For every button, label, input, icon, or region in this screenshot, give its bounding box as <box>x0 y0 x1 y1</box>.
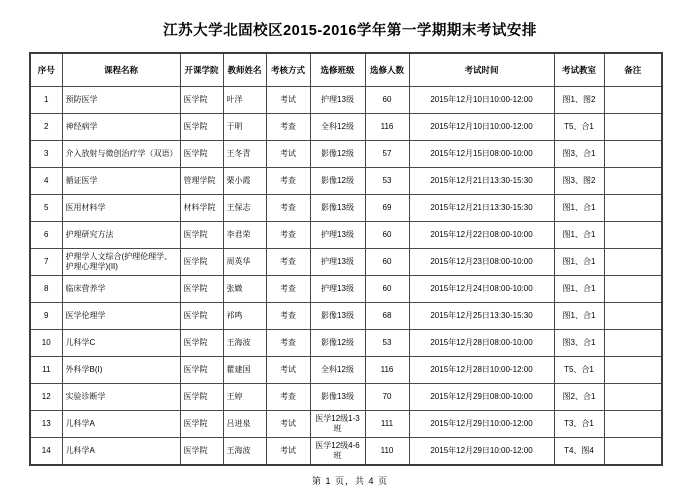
cell-enrollment: 116 <box>365 114 409 141</box>
cell-index: 5 <box>30 195 62 222</box>
cell-college: 医学院 <box>180 141 223 168</box>
cell-course-name: 外科学B(I) <box>62 357 180 384</box>
cell-college: 医学院 <box>180 384 223 411</box>
cell-teacher: 王婷 <box>223 384 266 411</box>
cell-remark <box>604 357 662 384</box>
header-cell-course-name: 课程名称 <box>62 53 180 87</box>
cell-room: T3、合1 <box>554 411 604 438</box>
table-row <box>30 438 662 465</box>
cell-college: 管理学院 <box>180 168 223 195</box>
cell-remark <box>604 249 662 276</box>
cell-room: 图3、图2 <box>554 168 604 195</box>
cell-room: 图1、合1 <box>554 276 604 303</box>
cell-teacher: 张媺 <box>223 276 266 303</box>
cell-teacher: 王冬青 <box>223 141 266 168</box>
cell-enrollment: 53 <box>365 168 409 195</box>
cell-exam-time: 2015年12月10日10:00-12:00 <box>409 87 554 114</box>
cell-college: 医学院 <box>180 87 223 114</box>
cell-room: T4、图4 <box>554 438 604 465</box>
cell-course-name: 儿科学A <box>62 411 180 438</box>
cell-remark <box>604 141 662 168</box>
cell-class: 影像13级 <box>310 195 365 222</box>
cell-room: 图3、合1 <box>554 141 604 168</box>
header-cell-enrollment: 选修人数 <box>365 53 409 87</box>
cell-class: 护理13级 <box>310 276 365 303</box>
cell-course-name: 儿科学C <box>62 330 180 357</box>
cell-assessment: 考试 <box>266 141 310 168</box>
cell-index: 14 <box>30 438 62 465</box>
cell-index: 12 <box>30 384 62 411</box>
cell-class: 医学12级4-6班 <box>310 438 365 465</box>
cell-room: T5、合1 <box>554 114 604 141</box>
cell-class: 影像13级 <box>310 303 365 330</box>
cell-teacher: 王保志 <box>223 195 266 222</box>
cell-remark <box>604 195 662 222</box>
cell-course-name: 介入放射与微创治疗学（双语） <box>62 141 180 168</box>
cell-remark <box>604 114 662 141</box>
cell-index: 11 <box>30 357 62 384</box>
cell-class: 全科12级 <box>310 357 365 384</box>
cell-room: 图1、图2 <box>554 87 604 114</box>
cell-exam-time: 2015年12月21日13:30-15:30 <box>409 195 554 222</box>
cell-enrollment: 116 <box>365 357 409 384</box>
cell-room: 图3、合1 <box>554 330 604 357</box>
cell-exam-time: 2015年12月24日08:00-10:00 <box>409 276 554 303</box>
cell-exam-time: 2015年12月23日08:00-10:00 <box>409 249 554 276</box>
table-row <box>30 249 662 276</box>
cell-room: 图1、合1 <box>554 222 604 249</box>
cell-teacher: 王海波 <box>223 438 266 465</box>
cell-teacher: 叶洋 <box>223 87 266 114</box>
cell-index: 1 <box>30 87 62 114</box>
cell-enrollment: 69 <box>365 195 409 222</box>
cell-remark <box>604 87 662 114</box>
cell-room: 图2、合1 <box>554 384 604 411</box>
header-row <box>30 53 662 87</box>
header-cell-assessment: 考核方式 <box>266 53 310 87</box>
cell-assessment: 考查 <box>266 330 310 357</box>
cell-course-name: 医学伦理学 <box>62 303 180 330</box>
cell-index: 8 <box>30 276 62 303</box>
cell-teacher: 瞿建国 <box>223 357 266 384</box>
cell-teacher: 李君荣 <box>223 222 266 249</box>
cell-assessment: 考查 <box>266 276 310 303</box>
cell-enrollment: 60 <box>365 249 409 276</box>
table-body <box>30 87 662 465</box>
cell-college: 医学院 <box>180 114 223 141</box>
cell-course-name: 实验诊断学 <box>62 384 180 411</box>
cell-assessment: 考查 <box>266 249 310 276</box>
page-footer: 第 1 页，共 4 页 <box>311 476 388 486</box>
cell-exam-time: 2015年12月15日08:00-10:00 <box>409 141 554 168</box>
cell-assessment: 考查 <box>266 303 310 330</box>
cell-enrollment: 111 <box>365 411 409 438</box>
cell-class: 影像13级 <box>310 384 365 411</box>
table-row <box>30 303 662 330</box>
cell-index: 7 <box>30 249 62 276</box>
cell-enrollment: 57 <box>365 141 409 168</box>
cell-course-name: 神经病学 <box>62 114 180 141</box>
table-row <box>30 411 662 438</box>
table-row <box>30 141 662 168</box>
cell-enrollment: 110 <box>365 438 409 465</box>
cell-exam-time: 2015年12月28日08:00-10:00 <box>409 330 554 357</box>
cell-course-name: 护理研究方法 <box>62 222 180 249</box>
exam-schedule-table <box>29 52 663 466</box>
cell-class: 影像12级 <box>310 330 365 357</box>
header-cell-class: 选修班级 <box>310 53 365 87</box>
cell-index: 2 <box>30 114 62 141</box>
cell-class: 护理13级 <box>310 87 365 114</box>
cell-index: 10 <box>30 330 62 357</box>
cell-class: 全科12级 <box>310 114 365 141</box>
header-cell-teacher: 教师姓名 <box>223 53 266 87</box>
cell-enrollment: 68 <box>365 303 409 330</box>
cell-enrollment: 60 <box>365 276 409 303</box>
cell-index: 9 <box>30 303 62 330</box>
cell-exam-time: 2015年12月29日10:00-12:00 <box>409 438 554 465</box>
cell-assessment: 考试 <box>266 411 310 438</box>
cell-assessment: 考查 <box>266 195 310 222</box>
cell-teacher: 王海波 <box>223 330 266 357</box>
page-title: 江苏大学北固校区2015-2016学年第一学期期末考试安排 <box>163 23 537 39</box>
cell-index: 3 <box>30 141 62 168</box>
cell-room: 图1、合1 <box>554 249 604 276</box>
cell-room: 图1、合1 <box>554 303 604 330</box>
cell-teacher: 于明 <box>223 114 266 141</box>
cell-class: 影像12级 <box>310 141 365 168</box>
table-row <box>30 168 662 195</box>
cell-college: 医学院 <box>180 357 223 384</box>
cell-enrollment: 53 <box>365 330 409 357</box>
cell-course-name: 循证医学 <box>62 168 180 195</box>
cell-assessment: 考查 <box>266 384 310 411</box>
cell-exam-time: 2015年12月29日08:00-10:00 <box>409 384 554 411</box>
cell-exam-time: 2015年12月22日08:00-10:00 <box>409 222 554 249</box>
table-row <box>30 87 662 114</box>
table-row <box>30 195 662 222</box>
cell-room: 图1、合1 <box>554 195 604 222</box>
cell-teacher: 祁鸣 <box>223 303 266 330</box>
cell-assessment: 考查 <box>266 222 310 249</box>
cell-exam-time: 2015年12月21日13:30-15:30 <box>409 168 554 195</box>
cell-exam-time: 2015年12月28日10:00-12:00 <box>409 357 554 384</box>
cell-index: 4 <box>30 168 62 195</box>
cell-class: 护理13级 <box>310 249 365 276</box>
header-cell-exam-time: 考试时间 <box>409 53 554 87</box>
cell-teacher: 栗小霞 <box>223 168 266 195</box>
cell-remark <box>604 411 662 438</box>
table-row <box>30 357 662 384</box>
cell-remark <box>604 384 662 411</box>
cell-college: 材料学院 <box>180 195 223 222</box>
cell-exam-time: 2015年12月29日10:00-12:00 <box>409 411 554 438</box>
cell-college: 医学院 <box>180 330 223 357</box>
table-row <box>30 222 662 249</box>
cell-assessment: 考试 <box>266 357 310 384</box>
cell-index: 13 <box>30 411 62 438</box>
cell-course-name: 预防医学 <box>62 87 180 114</box>
cell-college: 医学院 <box>180 411 223 438</box>
table-row <box>30 384 662 411</box>
header-cell-index: 序号 <box>30 53 62 87</box>
cell-remark <box>604 276 662 303</box>
cell-assessment: 考查 <box>266 114 310 141</box>
cell-college: 医学院 <box>180 303 223 330</box>
cell-class: 影像12级 <box>310 168 365 195</box>
cell-class: 医学12级1-3班 <box>310 411 365 438</box>
header-cell-room: 考试教室 <box>554 53 604 87</box>
cell-college: 医学院 <box>180 276 223 303</box>
cell-assessment: 考试 <box>266 87 310 114</box>
cell-teacher: 吕进泉 <box>223 411 266 438</box>
cell-exam-time: 2015年12月10日10:00-12:00 <box>409 114 554 141</box>
cell-college: 医学院 <box>180 249 223 276</box>
cell-remark <box>604 222 662 249</box>
table-row <box>30 276 662 303</box>
cell-college: 医学院 <box>180 438 223 465</box>
cell-enrollment: 60 <box>365 87 409 114</box>
cell-course-name: 临床营养学 <box>62 276 180 303</box>
cell-enrollment: 60 <box>365 222 409 249</box>
cell-remark <box>604 330 662 357</box>
cell-remark <box>604 303 662 330</box>
cell-remark <box>604 168 662 195</box>
cell-exam-time: 2015年12月25日13:30-15:30 <box>409 303 554 330</box>
cell-teacher: 周英华 <box>223 249 266 276</box>
cell-course-name: 儿科学A <box>62 438 180 465</box>
cell-course-name: 医用材料学 <box>62 195 180 222</box>
cell-assessment: 考试 <box>266 438 310 465</box>
cell-college: 医学院 <box>180 222 223 249</box>
header-cell-college: 开课学院 <box>180 53 223 87</box>
table-row <box>30 330 662 357</box>
cell-course-name: 护理学人文综合(护理伦理学、护理心理学)(II) <box>62 249 180 276</box>
cell-class: 护理13级 <box>310 222 365 249</box>
table-row <box>30 114 662 141</box>
cell-enrollment: 70 <box>365 384 409 411</box>
cell-assessment: 考查 <box>266 168 310 195</box>
cell-index: 6 <box>30 222 62 249</box>
cell-remark <box>604 438 662 465</box>
header-cell-remark: 备注 <box>604 53 662 87</box>
cell-room: T5、合1 <box>554 357 604 384</box>
